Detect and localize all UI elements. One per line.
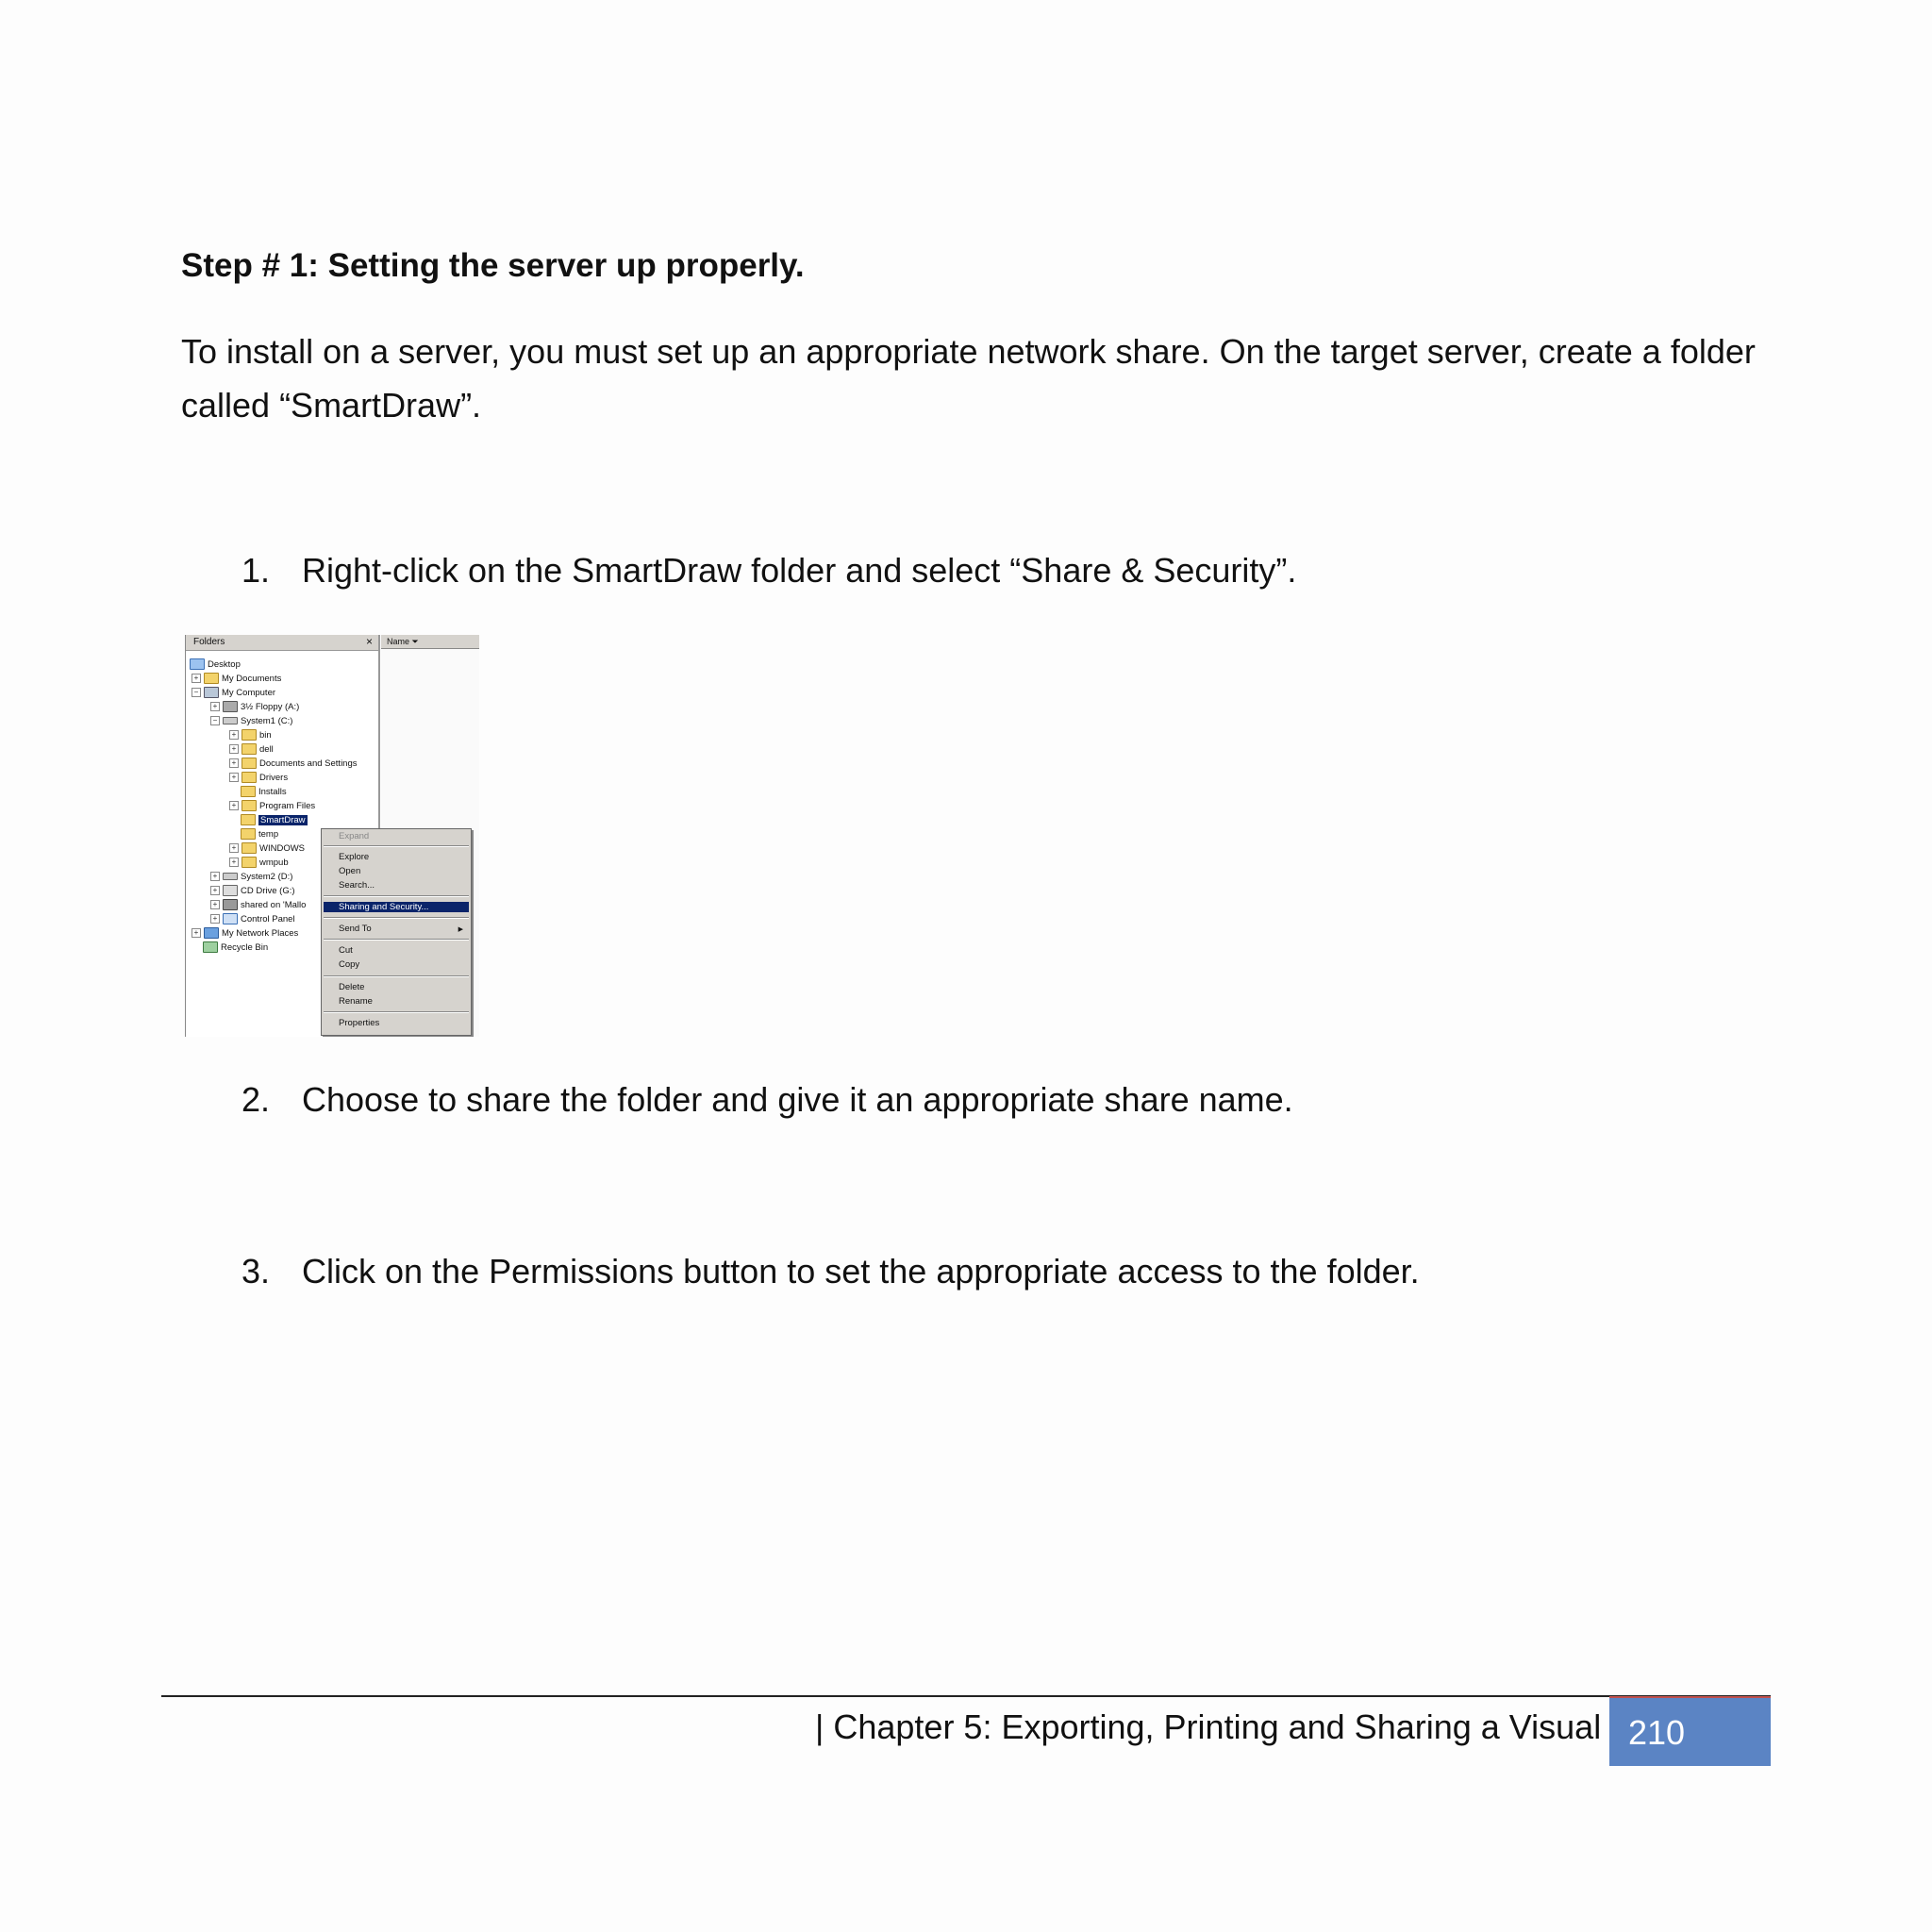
step-number: 1. bbox=[242, 551, 271, 590]
tree-item[interactable]: + Program Files bbox=[229, 799, 315, 812]
tree-item-smartdraw[interactable]: SmartDraw bbox=[241, 813, 308, 826]
tree-item[interactable]: + Drivers bbox=[229, 771, 288, 784]
menu-copy[interactable]: Copy bbox=[339, 959, 360, 970]
tree-item[interactable]: + System2 (D:) bbox=[210, 870, 292, 883]
menu-delete[interactable]: Delete bbox=[339, 982, 365, 992]
tree-item[interactable]: + CD Drive (G:) bbox=[210, 884, 295, 897]
step-item bbox=[242, 1080, 1293, 1120]
tree-item[interactable]: Recycle Bin bbox=[203, 941, 268, 954]
menu-expand: Expand bbox=[339, 831, 370, 841]
step-text: Click on the Permissions button to set the appropriate access to the folder. bbox=[302, 1252, 1420, 1291]
tree-item[interactable]: Installs bbox=[241, 785, 287, 798]
step-text: Right-click on the SmartDraw folder and select “Share & Security”. bbox=[302, 551, 1297, 590]
name-column-header[interactable]: Name ⏷ bbox=[381, 635, 479, 649]
tree-item[interactable]: − My Computer bbox=[192, 686, 275, 699]
tree-item[interactable]: + My Documents bbox=[192, 672, 281, 685]
tree-item[interactable]: + Control Panel bbox=[210, 912, 295, 925]
menu-explore[interactable]: Explore bbox=[339, 852, 370, 862]
context-menu bbox=[321, 828, 472, 1036]
folders-title: Folders bbox=[193, 637, 225, 647]
tree-item[interactable]: + bin bbox=[229, 728, 272, 741]
step-item bbox=[242, 1252, 1420, 1291]
menu-properties[interactable]: Properties bbox=[339, 1018, 380, 1028]
tree-item[interactable]: − System1 (C:) bbox=[210, 714, 292, 727]
footer-chapter: | Chapter 5: Exporting, Printing and Sharing a Visual bbox=[815, 1707, 1602, 1746]
menu-sharing-and-security[interactable]: Sharing and Security... bbox=[324, 902, 469, 912]
intro-paragraph: To install on a server, you must set up an appropriate network share. On the target server, create a folder called “SmartDraw”. bbox=[181, 332, 1756, 425]
step-heading: Step # 1: Setting the server up properly. bbox=[181, 247, 805, 284]
menu-send-to[interactable]: Send To bbox=[339, 924, 372, 934]
explorer-screenshot bbox=[185, 635, 479, 1037]
menu-cut[interactable]: Cut bbox=[339, 945, 353, 956]
footer-rule bbox=[161, 1695, 1771, 1697]
tree-item[interactable]: temp bbox=[241, 827, 278, 841]
tree-item[interactable]: Desktop bbox=[190, 658, 241, 671]
step-number: 3. bbox=[242, 1252, 271, 1291]
page-number: 210 bbox=[1609, 1696, 1771, 1766]
folders-header bbox=[186, 635, 378, 651]
tree-item[interactable]: + WINDOWS bbox=[229, 841, 305, 855]
menu-search[interactable]: Search... bbox=[339, 880, 375, 891]
submenu-arrow-icon: ▶ bbox=[458, 926, 463, 933]
step-item bbox=[242, 551, 1296, 591]
step-number: 2. bbox=[242, 1080, 271, 1119]
menu-rename[interactable]: Rename bbox=[339, 996, 373, 1007]
tree-item[interactable]: + 3½ Floppy (A:) bbox=[210, 700, 299, 713]
tree-item[interactable]: + wmpub bbox=[229, 856, 289, 869]
menu-open[interactable]: Open bbox=[339, 866, 361, 876]
tree-item[interactable]: + Documents and Settings bbox=[229, 757, 358, 770]
step-text: Choose to share the folder and give it an appropriate share name. bbox=[302, 1080, 1293, 1119]
tree-item[interactable]: + dell bbox=[229, 742, 274, 756]
tree-item[interactable]: + My Network Places bbox=[192, 926, 298, 940]
close-icon[interactable]: × bbox=[365, 635, 373, 648]
tree-item[interactable]: + shared on 'Mallo bbox=[210, 898, 306, 911]
